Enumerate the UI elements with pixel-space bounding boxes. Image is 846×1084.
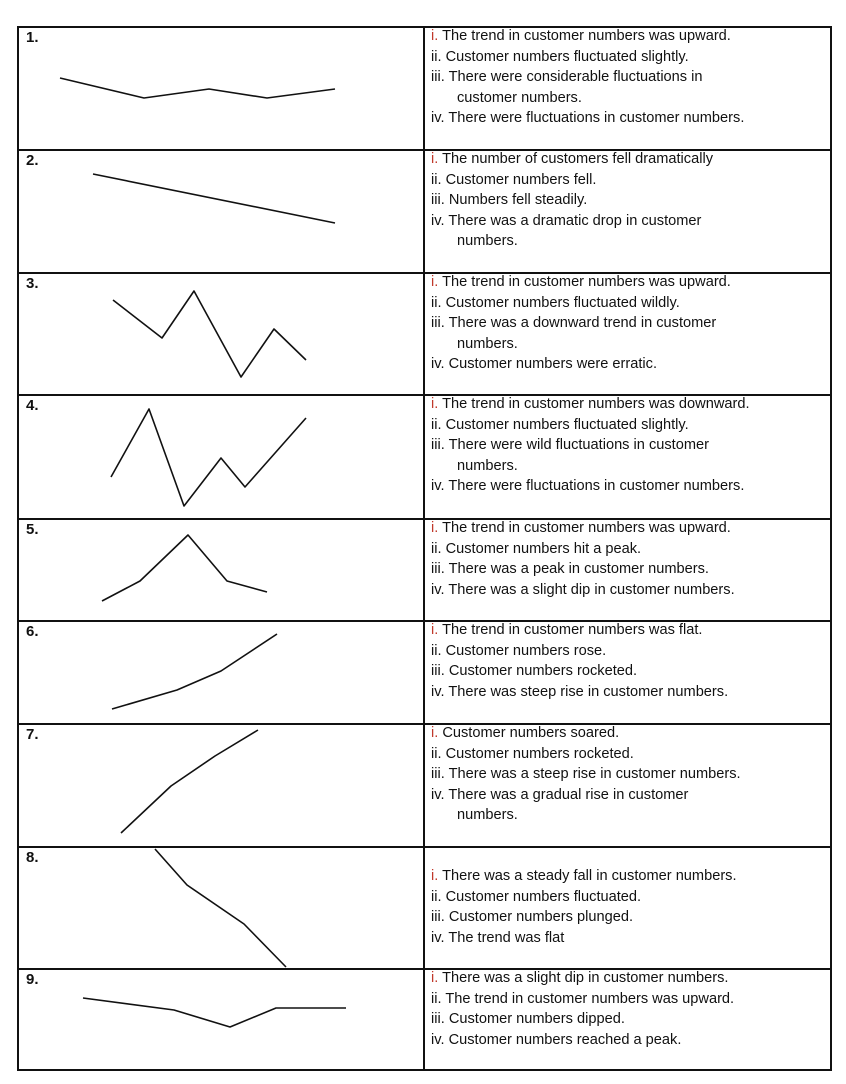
item-number: 1.: [26, 29, 39, 46]
option-text: There was a dramatic drop in customer: [448, 212, 702, 229]
option-numeral: iii.: [431, 1011, 445, 1027]
option-numeral: iii.: [431, 766, 445, 782]
trend-line: [112, 634, 277, 709]
option-line: [431, 108, 830, 129]
row-divider: [17, 394, 832, 396]
option-text: There was a steady fall in customer numbers.: [442, 868, 737, 884]
item-number: 4.: [26, 397, 39, 414]
trend-line: [121, 730, 258, 833]
item-number: 9.: [26, 971, 39, 988]
option-numeral: i.: [431, 622, 439, 638]
option-numeral: i.: [431, 868, 439, 884]
option-numeral: ii.: [431, 171, 442, 188]
trend-line: [83, 998, 346, 1027]
item-number: 5.: [26, 521, 39, 538]
option-text-continued: numbers.: [457, 335, 518, 352]
option-numeral: ii.: [431, 642, 442, 659]
option-text: Customer numbers fluctuated wildly.: [445, 294, 680, 311]
option-numeral: iii.: [431, 437, 445, 453]
option-line: [431, 354, 830, 375]
option-line: [431, 723, 830, 744]
row-divider: [17, 968, 832, 970]
row-divider: [17, 149, 832, 151]
option-line: [431, 313, 830, 354]
option-numeral: i.: [431, 520, 439, 536]
option-text: Customer numbers rose.: [445, 642, 607, 659]
option-line: [431, 907, 830, 928]
option-text: The trend in customer numbers was upward.: [442, 28, 731, 44]
option-line: [431, 1009, 830, 1030]
option-text: There were fluctuations in customer numbers.: [448, 478, 745, 494]
option-line: [431, 190, 830, 211]
option-line: [431, 559, 830, 580]
table-border-right: [830, 26, 832, 1071]
option-line: [431, 661, 830, 682]
trend-line: [111, 409, 306, 506]
option-text-continued: customer numbers.: [457, 89, 582, 106]
table-border-bottom: [17, 1069, 832, 1071]
row-divider: [17, 846, 832, 848]
graph-cell: [17, 620, 424, 723]
option-numeral: i.: [431, 396, 439, 412]
option-text: There was steep rise in customer numbers.: [448, 683, 729, 700]
option-line: [431, 620, 830, 641]
option-text: There were considerable fluctuations in: [448, 69, 703, 85]
option-line: [431, 744, 830, 765]
trend-line: [102, 535, 267, 601]
option-numeral: iii.: [431, 909, 445, 925]
item-number: 2.: [26, 152, 39, 169]
option-text: Customer numbers dipped.: [448, 1011, 625, 1027]
option-numeral: i.: [431, 970, 439, 986]
option-line: [431, 887, 830, 908]
trend-sketch: [17, 620, 424, 723]
option-numeral: ii.: [431, 294, 442, 311]
option-numeral: ii.: [431, 888, 442, 905]
option-text: The trend was flat: [448, 929, 565, 946]
option-line: [431, 764, 830, 785]
option-line: [431, 415, 830, 436]
graph-cell: [17, 723, 424, 846]
option-numeral: iii.: [431, 192, 445, 208]
option-line: [431, 149, 830, 170]
item-number: 6.: [26, 623, 39, 640]
options-cell: [424, 26, 832, 149]
option-line: [431, 1030, 830, 1051]
option-numeral: iv.: [431, 683, 445, 700]
option-line: [431, 580, 830, 601]
options-cell: [424, 272, 832, 394]
option-text: Customer numbers fluctuated.: [445, 888, 642, 905]
option-text: There were fluctuations in customer numbers.: [448, 110, 745, 126]
option-text: Numbers fell steadily.: [448, 192, 588, 208]
option-numeral: iii.: [431, 69, 445, 85]
option-numeral: iii.: [431, 663, 445, 679]
option-line: [431, 866, 830, 887]
option-numeral: iv.: [431, 356, 445, 372]
option-line: [431, 67, 830, 108]
option-text: The number of customers fell dramatically: [442, 151, 713, 167]
options-cell: [424, 723, 832, 846]
option-text: Customer numbers fluctuated slightly.: [445, 416, 689, 433]
option-numeral: iv.: [431, 110, 445, 126]
option-numeral: iv.: [431, 478, 445, 494]
trend-sketch: [17, 272, 424, 394]
option-line: [431, 26, 830, 47]
option-text: Customer numbers hit a peak.: [445, 540, 642, 557]
trend-sketch: [17, 518, 424, 620]
item-number: 8.: [26, 849, 39, 866]
option-line: [431, 641, 830, 662]
trend-sketch: [17, 723, 424, 846]
graph-cell: [17, 272, 424, 394]
trend-sketch: [17, 968, 424, 1071]
option-line: [431, 518, 830, 539]
trend-line: [155, 849, 286, 967]
option-text-continued: numbers.: [457, 807, 518, 823]
option-numeral: iii.: [431, 561, 445, 577]
option-numeral: i.: [431, 28, 439, 44]
row-divider: [17, 518, 832, 520]
option-text: The trend in customer numbers was upward.: [445, 990, 735, 1007]
option-numeral: i.: [431, 274, 439, 290]
row-divider: [17, 620, 832, 622]
trend-sketch: [17, 394, 424, 518]
row-divider: [17, 272, 832, 274]
option-text: Customer numbers rocketed.: [448, 663, 638, 679]
option-text: Customer numbers were erratic.: [448, 356, 658, 372]
item-number: 3.: [26, 275, 39, 292]
trend-sketch: [17, 26, 424, 149]
trend-line: [113, 291, 306, 377]
option-line: [431, 989, 830, 1010]
option-text: There was a gradual rise in customer: [448, 786, 689, 803]
options-cell: [424, 620, 832, 723]
option-numeral: ii.: [431, 745, 442, 762]
option-line: [431, 928, 830, 949]
option-text-continued: numbers.: [457, 233, 518, 249]
table-border-top: [17, 26, 832, 28]
option-line: [431, 47, 830, 68]
option-line: [431, 476, 830, 497]
option-numeral: ii.: [431, 416, 442, 433]
option-numeral: iv.: [431, 929, 445, 946]
option-numeral: ii.: [431, 990, 442, 1007]
table-border-left: [17, 26, 19, 1071]
option-line: [431, 968, 830, 989]
trend-sketch: [17, 846, 424, 968]
graph-cell: [17, 394, 424, 518]
item-number: 7.: [26, 726, 39, 743]
option-text: The trend in customer numbers was upward.: [442, 520, 731, 536]
option-numeral: iv.: [431, 212, 445, 229]
option-text-continued: numbers.: [457, 457, 518, 474]
option-text: Customer numbers soared.: [442, 725, 620, 741]
option-text: Customer numbers reached a peak.: [448, 1031, 682, 1048]
option-text: There was a slight dip in customer numbers.: [442, 970, 729, 986]
options-cell: [424, 968, 832, 1071]
trend-line: [60, 78, 335, 98]
trend-sketch: [17, 149, 424, 272]
option-numeral: iii.: [431, 315, 445, 331]
option-text: Customer numbers rocketed.: [445, 745, 634, 762]
options-cell: [424, 518, 832, 620]
option-numeral: i.: [431, 725, 439, 741]
option-line: [431, 211, 830, 252]
option-text: There was a peak in customer numbers.: [448, 561, 709, 577]
option-text: There were wild fluctuations in customer: [448, 437, 709, 453]
graph-cell: [17, 968, 424, 1071]
option-line: [431, 394, 830, 415]
option-text: There was a slight dip in customer numbers.: [448, 581, 735, 598]
exercise-table: [17, 26, 832, 1071]
options-cell: [424, 846, 832, 968]
row-divider: [17, 723, 832, 725]
option-numeral: ii.: [431, 48, 442, 65]
option-text: There was a downward trend in customer: [448, 315, 717, 331]
option-text: The trend in customer numbers was upward.: [442, 274, 731, 290]
option-numeral: iv.: [431, 581, 445, 598]
option-numeral: ii.: [431, 540, 442, 557]
option-line: [431, 785, 830, 826]
option-line: [431, 170, 830, 191]
graph-cell: [17, 26, 424, 149]
option-text: Customer numbers plunged.: [448, 909, 633, 925]
option-text: The trend in customer numbers was flat.: [442, 622, 703, 638]
graph-cell: [17, 846, 424, 968]
option-numeral: iv.: [431, 1031, 445, 1048]
option-numeral: i.: [431, 151, 439, 167]
option-text: Customer numbers fluctuated slightly.: [445, 48, 689, 65]
option-text: The trend in customer numbers was downward.: [442, 396, 750, 412]
graph-cell: [17, 518, 424, 620]
trend-line: [93, 174, 335, 223]
option-line: [431, 682, 830, 703]
option-line: [431, 293, 830, 314]
option-line: [431, 539, 830, 560]
options-cell: [424, 149, 832, 272]
column-divider: [423, 26, 425, 1071]
option-text: There was a steep rise in customer numbers.: [448, 766, 741, 782]
option-text: Customer numbers fell.: [445, 171, 597, 188]
option-line: [431, 435, 830, 476]
option-line: [431, 272, 830, 293]
graph-cell: [17, 149, 424, 272]
options-cell: [424, 394, 832, 518]
option-numeral: iv.: [431, 786, 445, 803]
